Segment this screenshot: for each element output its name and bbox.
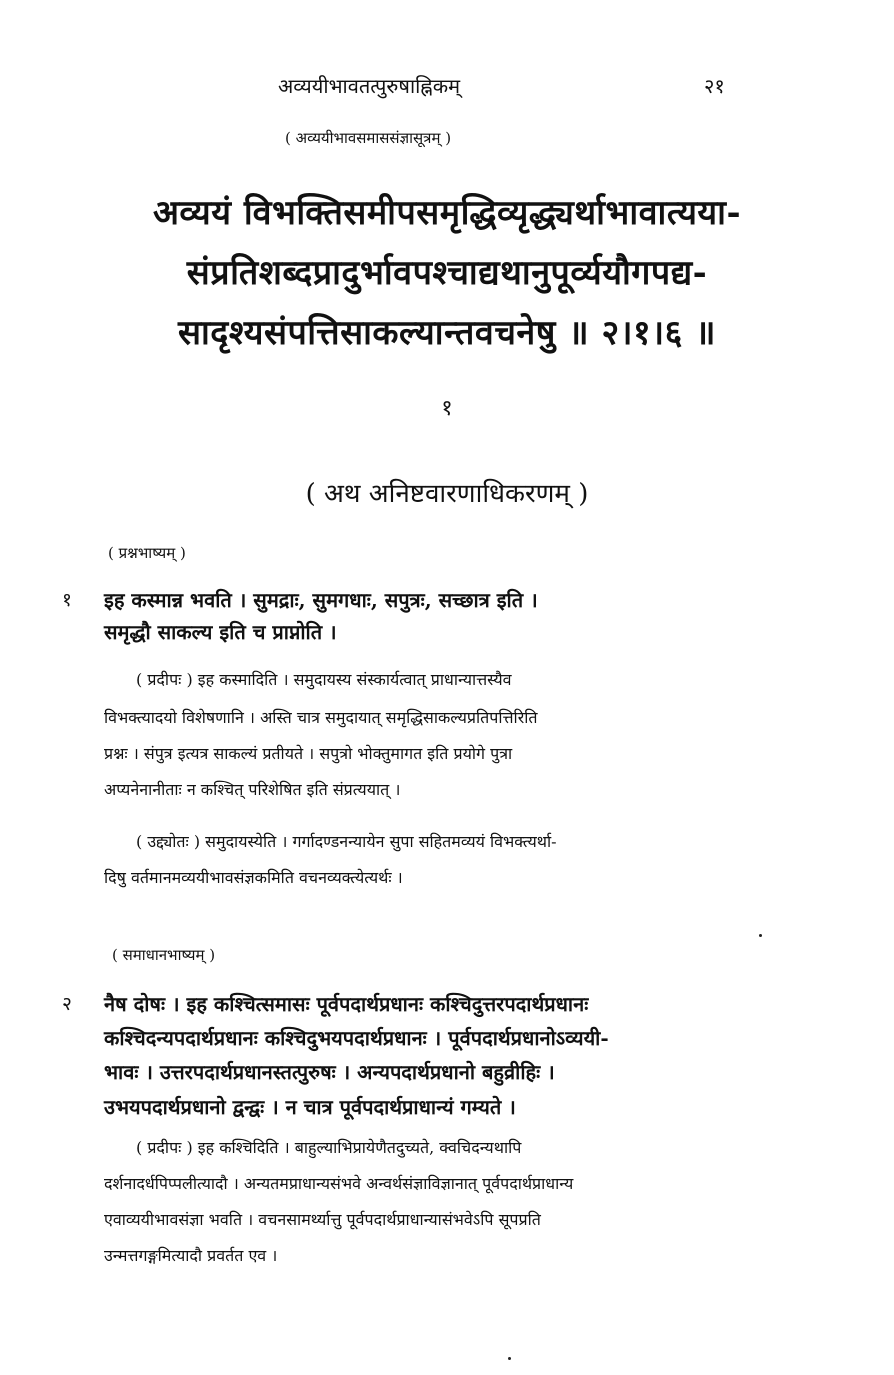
pradipa-line: ( प्रदीपः ) इह कस्मादिति । समुदायस्य संस्कार्यत्वात् प्राधान्यात्तस्यैव bbox=[136, 670, 512, 689]
bhashya-line: नैष दोषः । इह कश्चित्समासः पूर्वपदार्थप्रधानः कश्चिदुत्तरपदार्थप्रधानः bbox=[104, 992, 589, 1016]
pradipa-line: अप्यनेनानीताः न कश्चित् परिशेषित इति संप्रत्ययात् । bbox=[104, 780, 401, 799]
paragraph-number: २ bbox=[62, 993, 72, 1015]
sutra-line: संप्रतिशब्दप्रादुर्भावपश्चाद्यथानुपूर्व्ययौगपद्य- bbox=[186, 253, 708, 293]
scan-speck bbox=[508, 1357, 511, 1360]
pradipa-line: एवाव्ययीभावसंज्ञा भवति । वचनसामर्थ्यात्तु पूर्वपदार्थप्राधान्यासंभवेऽपि सूपप्रति bbox=[104, 1210, 541, 1229]
sutra-line: अव्ययं विभक्तिसमीपसमृद्धिव्यृद्ध्यर्थाभावात्यया- bbox=[152, 193, 742, 233]
bhashya-line: भावः । उत्तरपदार्थप्रधानस्तत्पुरुषः । अन्यपदार्थप्रधानो बहुव्रीहिः । bbox=[104, 1060, 555, 1084]
bhashya-line: उभयपदार्थप्रधानो द्वन्द्वः । न चात्र पूर्वपदार्थप्राधान्यं गम्यते । bbox=[104, 1095, 516, 1119]
paragraph-number: १ bbox=[62, 589, 72, 611]
running-head: अव्ययीभावतत्पुरुषाह्निकम् bbox=[278, 74, 461, 98]
pradipa-line: विभक्त्यादयो विशेषणानि । अस्ति चात्र समुदायात् समृद्धिसाकल्यप्रतिपत्तिरिति bbox=[104, 708, 538, 727]
samadhana-bhashya-label: ( समाधानभाष्यम् ) bbox=[112, 946, 216, 964]
page-number: २१ bbox=[704, 74, 725, 98]
pradipa-line: दर्शनादर्धपिप्पलीत्यादौ । अन्यतमप्राधान्यसंभवे अन्वर्थसंज्ञाविज्ञानात् पूर्वपदार्थप्राधान्य bbox=[104, 1174, 574, 1193]
adhikarana-title: ( अथ अनिष्टवारणाधिकरणम् ) bbox=[305, 479, 589, 509]
pradipa-line: प्रश्नः । संपुत्र इत्यत्र साकल्यं प्रतीयते । सपुत्रो भोक्तुमागत इति प्रयोगे पुत्रा bbox=[104, 744, 513, 763]
uddyota-line: ( उद्द्योतः ) समुदायस्येति । गर्गादण्डनन्यायेन सुपा सहितमव्ययं विभक्त्यर्था- bbox=[136, 832, 557, 851]
sutra-line: सादृश्यसंपत्तिसाकल्यान्तवचनेषु ॥ २।१।६ ॥ bbox=[178, 313, 716, 353]
bhashya-line: इह कस्मान्न भवति । सुमद्राः, सुमगधाः, सपुत्रः, सच्छात्र इति । bbox=[104, 588, 538, 612]
pradipa-line: ( प्रदीपः ) इह कश्चिदिति । बाहुल्याभिप्रायेणैतदुच्यते, क्वचिदन्यथापि bbox=[136, 1138, 522, 1157]
pradipa-line: उन्मत्तगङ्गमित्यादौ प्रवर्तत एव । bbox=[104, 1246, 278, 1265]
uddyota-line: दिषु वर्तमानमव्ययीभावसंज्ञकमिति वचनव्यक्त्येत्यर्थः । bbox=[104, 868, 403, 887]
bhashya-line: समृद्धौ साकल्य इति च प्राप्नोति । bbox=[104, 620, 337, 644]
prashna-bhashya-label: ( प्रश्नभाष्यम् ) bbox=[108, 544, 186, 562]
bhashya-line: कश्चिदन्यपदार्थप्रधानः कश्चिदुभयपदार्थप्रधानः । पूर्वपदार्थप्रधानोऽव्ययी- bbox=[104, 1026, 609, 1050]
scan-speck bbox=[759, 934, 762, 937]
section-number: १ bbox=[441, 396, 453, 421]
sutra-label: ( अव्ययीभावसमाससंज्ञासूत्रम् ) bbox=[285, 129, 452, 147]
